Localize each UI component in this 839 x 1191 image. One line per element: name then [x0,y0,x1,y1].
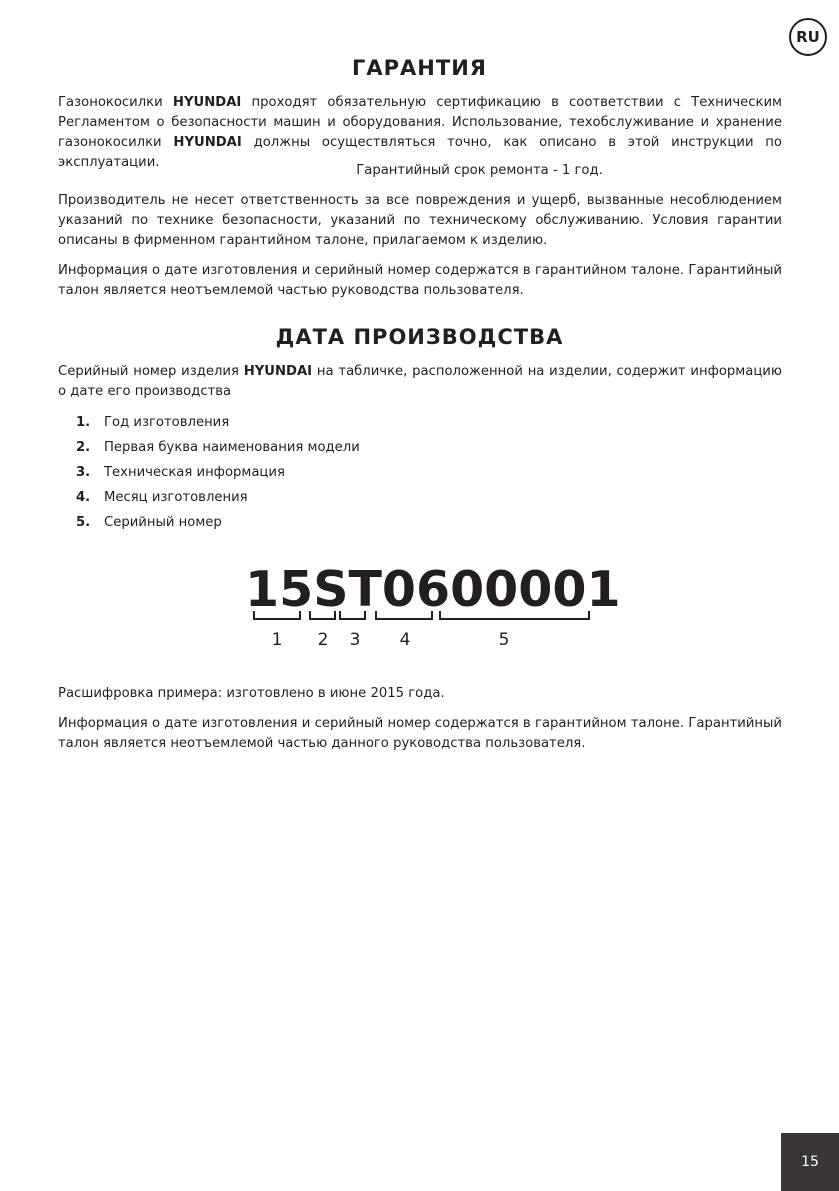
text: на табличке, расположенной на изделии, содержит информацию о дате его производства [58,364,782,399]
bracket-segment-2 [309,611,336,620]
list-text: Техническая информация [104,465,285,480]
bracket-segment-1 [253,611,301,620]
production-date-intro [58,362,782,402]
serial-number-example: 15ST0600001 [245,561,621,618]
list-item [76,435,360,460]
list-number: 5. [76,515,91,530]
list-item [76,485,360,510]
bracket-segment-3 [339,611,366,620]
brand-name: HYUNDAI [173,135,242,150]
production-date-heading: ДАТА ПРОИЗВОДСТВА [275,325,564,349]
list-text: Месяц изготовления [104,490,248,505]
list-text: Первая буква наименования модели [104,440,360,455]
page-number: 15 [781,1133,839,1191]
text: проходят обязательную сертификацию в соответствии с Техническим Регламентом о безопасности машин и оборудования. Использование, техобслуживание и хранение газонокосилки [58,95,782,150]
list-number: 1. [76,415,91,430]
warranty-heading: ГАРАНТИЯ [352,56,487,80]
text: должны осуществляться точно, как описано в этой инструкции по эксплуатации. [58,135,782,170]
serial-segment-list [76,410,360,535]
serial-decoding-example: Расшифровка примера: изготовлено в июне 2015 года. [58,686,445,701]
warranty-paragraph-liability: Производитель не несет ответственность за все повреждения и ущерб, вызванные несоблюдением указаний по технике безопасности, указаний по техническому обслуживанию. Условия гарантии описаны в фирменном гарантийном талоне, прилагаемом к изделию. [58,193,782,248]
segment-label-1: 1 [271,630,283,650]
warranty-paragraph-info: Информация о дате изготовления и серийный номер содержатся в гарантийном талоне. Гарантийный талон является неотъемлемой частью руководства пользователя. [58,263,782,298]
segment-label-4: 4 [399,630,411,650]
brand-name: HYUNDAI [172,95,242,110]
bracket-segment-4 [375,611,433,620]
brand-name: HYUNDAI [243,364,313,379]
language-badge: RU [789,18,827,56]
segment-label-5: 5 [498,630,510,650]
segment-label-2: 2 [317,630,329,650]
list-text: Год изготовления [104,415,230,430]
text: Серийный номер изделия [58,364,244,379]
list-number: 2. [76,440,91,455]
list-item [76,460,360,485]
list-text: Серийный номер [104,515,222,530]
production-date-closing: Информация о дате изготовления и серийный номер содержатся в гарантийном талоне. Гарантийный талон является неотъемлемой частью данного руководства пользователя. [58,716,782,751]
list-number: 4. [76,490,91,505]
list-number: 3. [76,465,91,480]
text: Газонокосилки [58,95,173,110]
warranty-term: Гарантийный срок ремонта - 1 год. [356,163,603,178]
segment-label-3: 3 [349,630,361,650]
list-item [76,410,360,435]
bracket-segment-5 [439,611,590,620]
list-item [76,510,360,535]
